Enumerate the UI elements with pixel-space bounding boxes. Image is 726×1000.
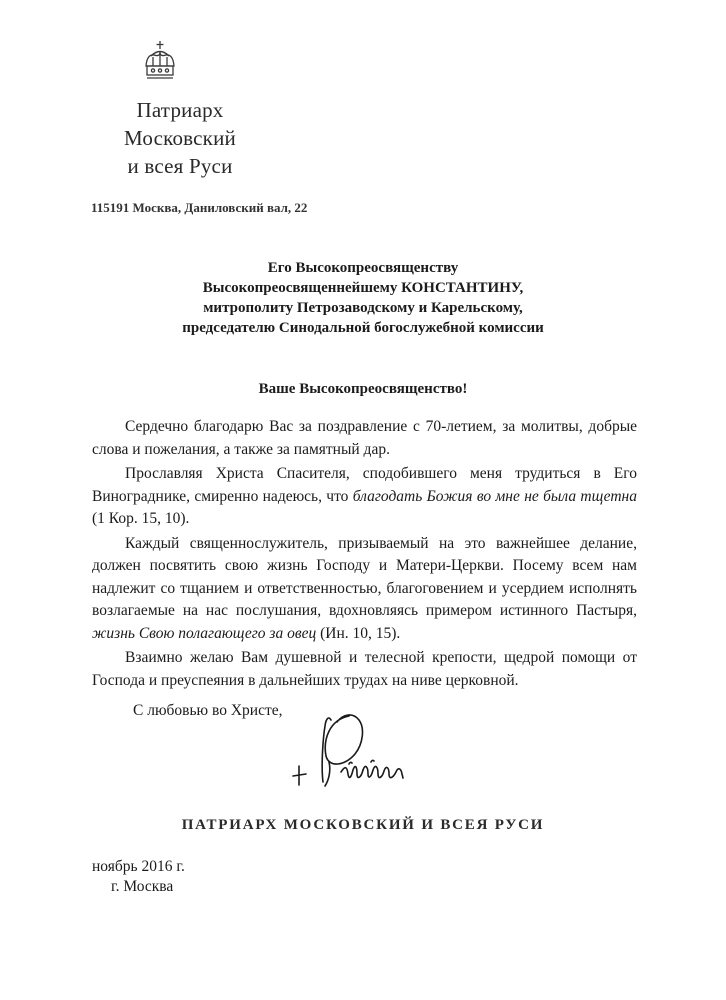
body-paragraph: Взаимно желаю Вам душевной и телесной крепости, щедрой помощи от Господа и преуспеяния в дальнейших трудах на ниве церковной.: [92, 649, 637, 689]
recipient-block: [0, 258, 726, 338]
sender-address: 115191 Москва, Даниловский вал, 22: [91, 200, 308, 215]
scripture-quote: благодать Божия во мне не была тщетна: [352, 487, 637, 505]
letter-city: г. Москва: [111, 878, 174, 895]
body-paragraph: [92, 533, 637, 646]
handwritten-signature: [285, 708, 435, 808]
body-paragraph: Сердечно благодарю Вас за поздравление с 70-летием, за молитвы, добрые слова и пожелания, а также за памятный дар.: [92, 418, 637, 458]
recipient-line: митрополиту Петрозаводскому и Карельскому,: [203, 300, 523, 316]
letterhead-title: [100, 96, 260, 180]
letterhead-line: Патриарх: [136, 98, 224, 122]
body-text-span: Прославляя Христа Спасителя, сподобившего меня трудиться в Его Винограднике, смиренно надеюсь, что: [92, 465, 637, 505]
scripture-reference: (1 Кор. 15, 10).: [92, 510, 190, 527]
body-paragraph: [92, 463, 637, 531]
signatory-title: ПАТРИАРХ МОСКОВСКИЙ И ВСЕЯ РУСИ: [181, 817, 545, 833]
recipient-line: Высокопреосвященнейшему КОНСТАНТИНУ,: [202, 280, 524, 296]
scripture-quote: жизнь Свою полагающего за овец: [92, 624, 317, 642]
letter-date: ноябрь 2016 г.: [92, 858, 185, 875]
patriarchal-crown-icon: [142, 40, 178, 84]
recipient-line: председателю Синодальной богослужебной комиссии: [182, 320, 544, 336]
recipient-line: Его Высокопреосвященству: [267, 260, 459, 276]
letterhead-line: и всея Руси: [127, 154, 233, 178]
letter-body: [92, 416, 637, 694]
closing-phrase: С любовью во Христе,: [133, 702, 283, 719]
body-text-span: Каждый священнослужитель, призываемый на это важнейшее делание, должен посвятить свою жизнь Господу и Матери-Церкви. Посему всем нам надлежит со тщанием и ответственностью, благоговением и усердием исполнять возлагаемые на нас послушания, вдохновляясь примером истинного Пастыря,: [92, 534, 637, 619]
scripture-reference: (Ин. 10, 15).: [316, 624, 401, 642]
salutation: Ваше Высокопреосвященство!: [258, 381, 468, 397]
letterhead-line: Московский: [124, 126, 236, 150]
